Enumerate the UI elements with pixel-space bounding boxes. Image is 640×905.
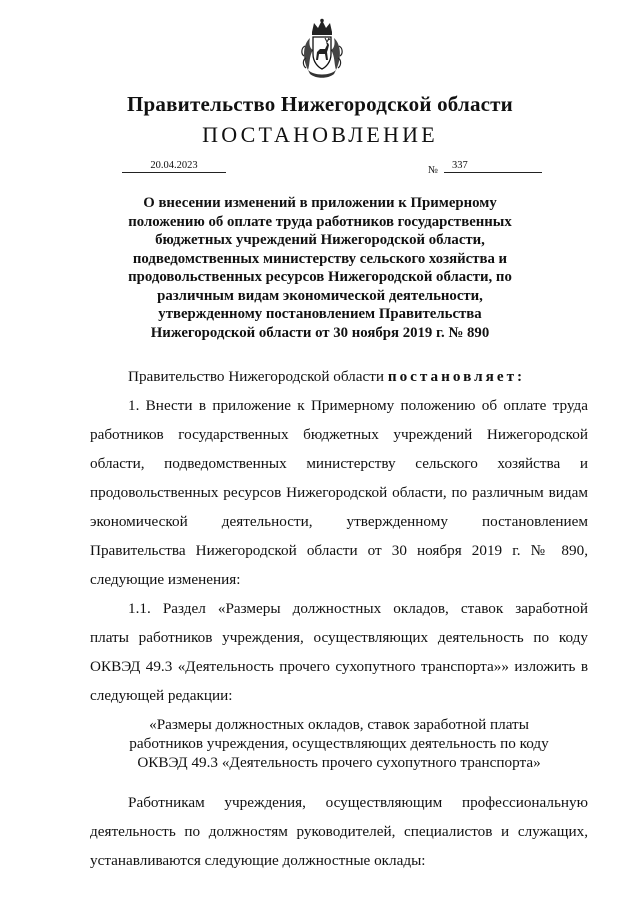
paragraph-line: 1.1. Раздел «Размеры должностных окладов, ставок заработной <box>128 600 588 617</box>
quote-line: «Размеры должностных окладов, ставок заработной платы <box>149 716 529 733</box>
paragraph-line: деятельность по должностям руководителей, специалистов и служащих, <box>90 823 588 840</box>
document-date: 20.04.2023 <box>122 160 226 173</box>
government-name: Правительство Нижегородской области <box>127 92 513 116</box>
paragraph-line: Работникам учреждения, осуществляющим профессиональную <box>128 794 588 811</box>
intro-prefix: Правительство Нижегородской области <box>128 368 385 385</box>
paragraph-line: продовольственных ресурсов Нижегородской области, по различным видам <box>90 484 588 501</box>
subject-line: положению об оплате труда работников государственных <box>128 213 512 230</box>
subject-line: утвержденному постановлением Правительства <box>158 306 482 322</box>
paragraph-line: области, подведомственных министерству сельского хозяйства и <box>90 455 588 472</box>
intro-verb: постановляет: <box>387 368 526 385</box>
intro-line <box>90 368 588 388</box>
coat-of-arms-icon <box>300 18 344 80</box>
paragraph-line: устанавливаются следующие должностные оклады: <box>90 852 426 869</box>
paragraph-line: платы работников учреждения, осуществляющих деятельность по коду <box>90 629 588 646</box>
quote-line: ОКВЭД 49.3 «Деятельность прочего сухопутного транспорта» <box>137 754 541 771</box>
subject-line: подведомственных министерству сельского хозяйства и <box>132 250 508 267</box>
paragraph-line: работников государственных бюджетных учреждений Нижегородской <box>90 426 588 443</box>
paragraph-line: Правительства Нижегородской области от 30 ноября 2019 г. № 890, <box>90 542 588 559</box>
subject-line: О внесении изменений в приложении к Примерному <box>143 195 497 211</box>
paragraph-line: ОКВЭД 49.3 «Деятельность прочего сухопутного транспорта»» изложить в <box>90 658 588 675</box>
subject-line: Нижегородской области от 30 ноября 2019 г. № 890 <box>150 324 490 341</box>
paragraph-line: экономической деятельности, утвержденному постановлением <box>90 513 588 530</box>
paragraph-line: следующие изменения: <box>90 571 241 588</box>
document-number: 337 <box>444 160 542 173</box>
subject-line: различным видам экономической деятельности, <box>157 287 483 304</box>
number-sign: № <box>428 165 439 176</box>
document-type: ПОСТАНОВЛЕНИЕ <box>202 122 438 147</box>
document-subject <box>100 194 540 342</box>
paragraph-line: 1. Внести в приложение к Примерному положению об оплате труда <box>128 397 588 414</box>
quote-line: работников учреждения, осуществляющих деятельность по коду <box>129 735 549 752</box>
paragraph-line: следующей редакции: <box>90 687 233 704</box>
subject-line: бюджетных учреждений Нижегородской области, <box>155 232 485 248</box>
subject-line: продовольственных ресурсов Нижегородской области, по <box>128 269 512 285</box>
